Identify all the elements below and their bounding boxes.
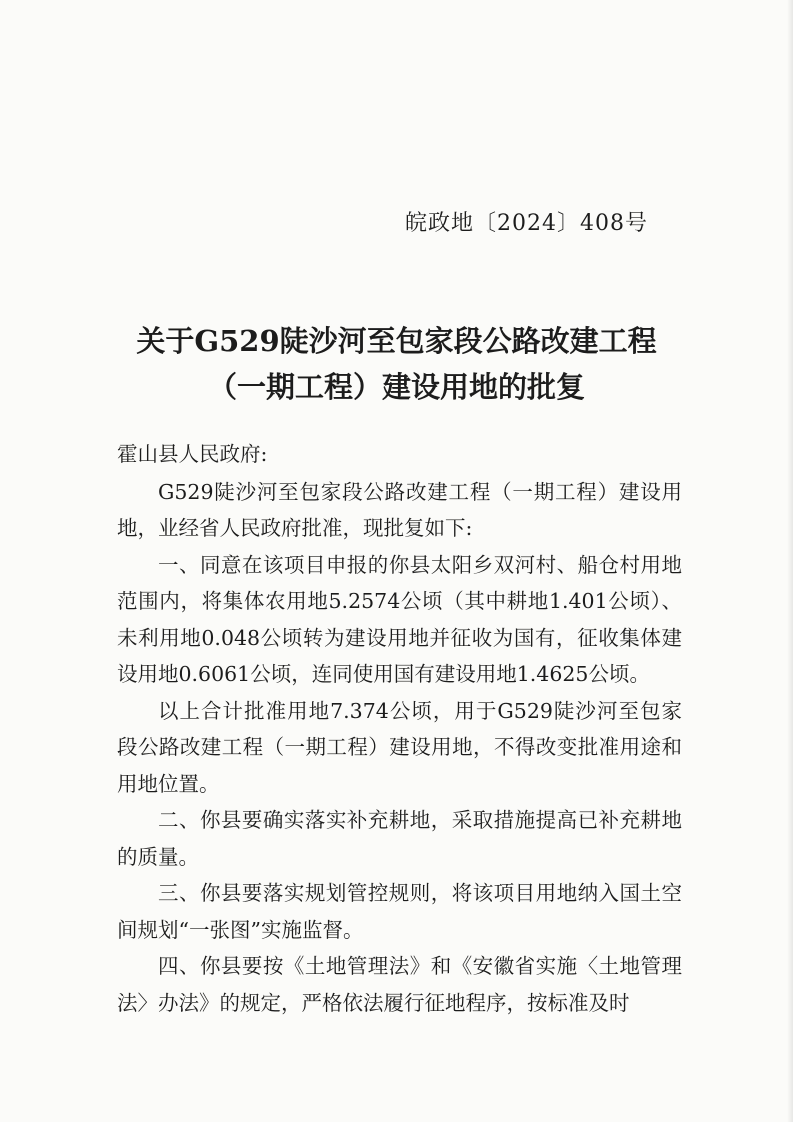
paragraph-item-2: 二、你县要确实落实补充耕地，采取措施提高已补充耕地的质量。 [117, 808, 682, 869]
paragraph-item-1: 一、同意在该项目申报的你县太阳乡双河村、船仓村用地范围内，将集体农用地5.2574公顷（其中耕地1.401公顷）、未利用地0.048公顷转为建设用地并征收为国有，征收集体建设用地0.6061公顷，连同使用国有建设用地1.4625公顷。 [117, 552, 682, 686]
document-number: 皖政地〔2024〕408号 [405, 211, 648, 236]
paragraph-item-4: 四、你县要按《土地管理法》和《安徽省实施〈土地管理法〉办法》的规定，严格依法履行征地程序，按标准及时 [117, 954, 682, 1015]
scan-edge-shadow [787, 0, 793, 1122]
title-line-1: 关于G529陡沙河至包家段公路改建工程 [136, 324, 657, 358]
document-body [117, 436, 682, 1021]
title-line-2: （一期工程）建设用地的批复 [207, 370, 585, 404]
paragraph-item-3: 三、你县要落实规划管控规则，将该项目用地纳入国土空间规划“一张图”实施监督。 [117, 881, 682, 942]
addressee: 霍山县人民政府: [117, 442, 268, 466]
document-title [0, 318, 793, 410]
paragraph-intro: G529陡沙河至包家段公路改建工程（一期工程）建设用地，业经省人民政府批准，现批复如下: [117, 479, 682, 540]
paragraph-total: 以上合计批准用地7.374公顷，用于G529陡沙河至包家段公路改建工程（一期工程）建设用地，不得改变批准用途和用地位置。 [117, 698, 682, 796]
